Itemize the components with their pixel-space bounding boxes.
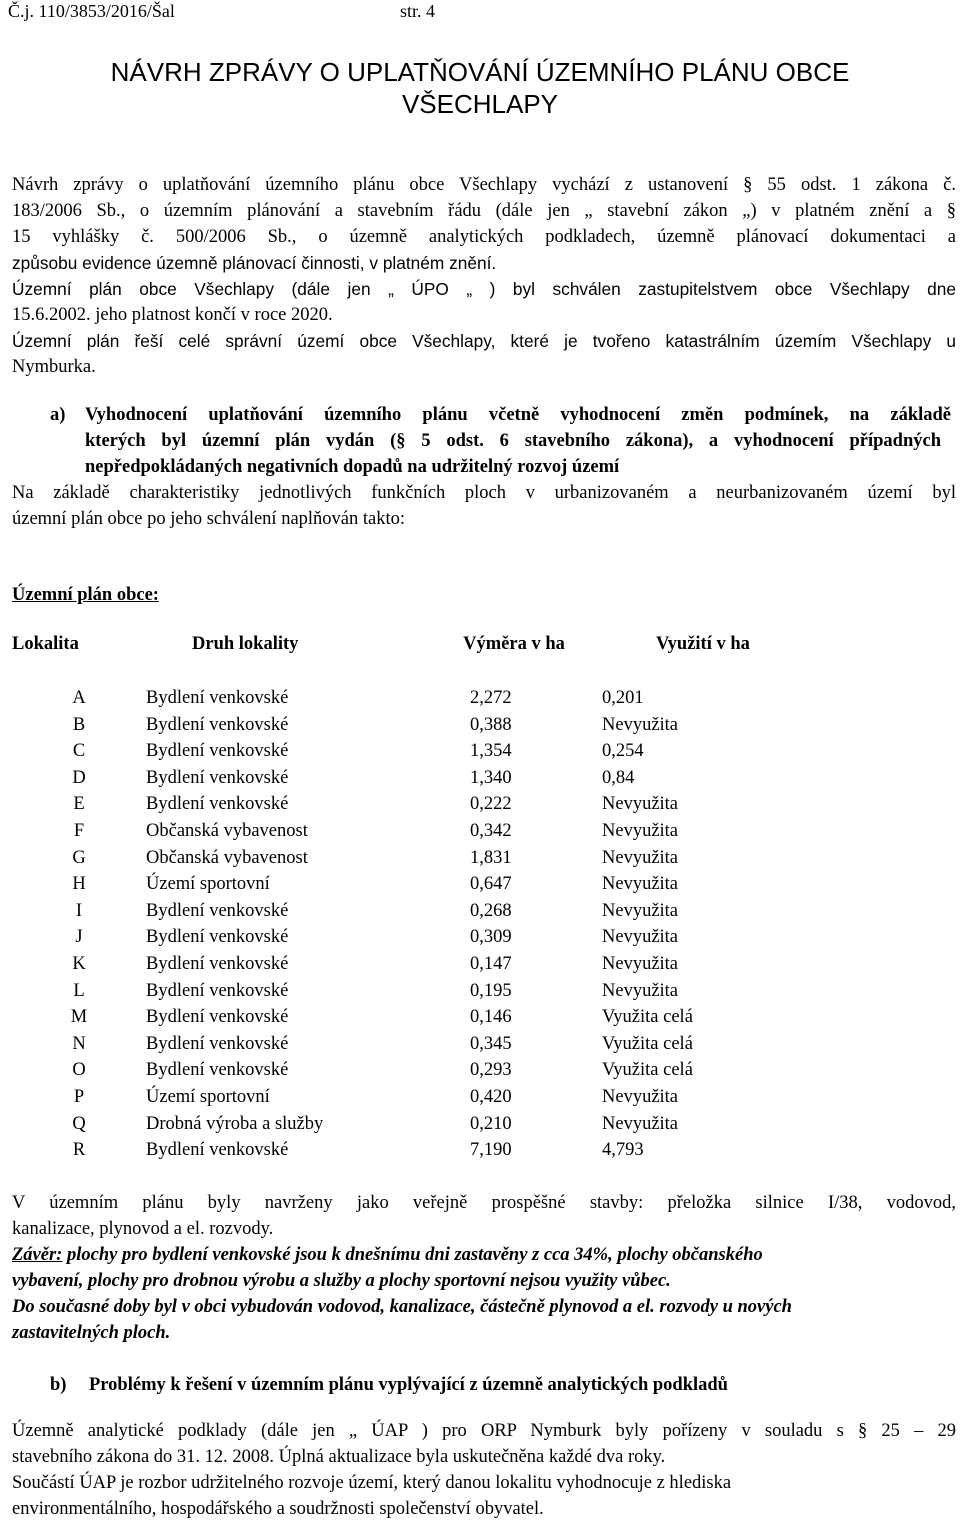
cell-locality: M xyxy=(70,1007,88,1028)
cell-type: Občanská vybavenost xyxy=(146,820,308,841)
locality-table xyxy=(8,632,896,1165)
table-row xyxy=(8,713,896,740)
cell-type: Bydlení venkovské xyxy=(146,741,289,762)
table-row xyxy=(8,766,896,793)
table-row xyxy=(8,739,896,766)
cell-area: 0,420 xyxy=(470,1086,512,1107)
cell-usage: Nevyužita xyxy=(602,900,679,921)
section-b-heading: Problémy k řešení v územním plánu vyplývající z územně analytických podkladů xyxy=(89,1375,728,1395)
public-works-line: kanalizace, plynovod a el. rozvody. xyxy=(12,1219,274,1239)
cell-locality: B xyxy=(72,714,86,735)
cell-usage: 0,254 xyxy=(602,741,644,762)
document-title-line-1: NÁVRH ZPRÁVY O UPLATŇOVÁNÍ ÚZEMNÍHO PLÁNU OBCE xyxy=(110,57,850,87)
cell-area: 1,354 xyxy=(470,741,512,762)
cell-type: Bydlení venkovské xyxy=(146,953,289,974)
conclusion-line: Do současné doby byl v obci vybudován vodovod, kanalizace, částečně plynovod a el. rozvody u nových xyxy=(12,1297,792,1317)
conclusion-line: vybavení, plochy pro drobnou výrobu a služby a plochy sportovní nejsou využity vůbec. xyxy=(12,1271,671,1291)
intro-line: 15 vyhlášky č. 500/2006 Sb., o územně analytických podkladech, územně plánovací dokumentaci a xyxy=(12,227,956,247)
cell-type: Bydlení venkovské xyxy=(146,1060,289,1081)
cell-area: 1,340 xyxy=(470,767,512,788)
cell-area: 7,190 xyxy=(470,1140,512,1161)
table-row xyxy=(8,925,896,952)
cell-type: Bydlení venkovské xyxy=(146,1140,289,1161)
cell-usage: Nevyužita xyxy=(602,980,679,1001)
cell-type: Drobná výroba a služby xyxy=(146,1113,324,1134)
cell-area: 0,268 xyxy=(470,900,512,921)
cell-usage: Nevyužita xyxy=(602,874,679,895)
intro-line: 183/2006 Sb., o územním plánování a stavebním řádu (dále jen „ stavební zákon „) v platném znění a § xyxy=(12,201,956,221)
cell-locality: K xyxy=(72,953,86,974)
cell-area: 0,222 xyxy=(470,794,512,815)
column-header-area: Výměra v ha xyxy=(463,634,565,654)
cell-usage: Nevyužita xyxy=(602,794,679,815)
section-b-text: environmentálního, hospodářského a soudržnosti společenství obyvatel. xyxy=(12,1499,544,1519)
table-row xyxy=(8,952,896,979)
column-header-usage: Využití v ha xyxy=(656,634,750,654)
cell-usage: Využita celá xyxy=(602,1007,693,1028)
cell-usage: Nevyužita xyxy=(602,1086,679,1107)
cell-type: Bydlení venkovské xyxy=(146,980,289,1001)
table-row xyxy=(8,1005,896,1032)
section-a-text: územní plán obce po jeho schválení naplňován takto: xyxy=(12,509,406,529)
intro-line: Návrh zprávy o uplatňování územního plánu obce Všechlapy vychází z ustanovení § 55 odst. 1 zákona č. xyxy=(12,175,956,195)
section-b-text: Územně analytické podklady (dále jen „ ÚAP ) pro ORP Nymburk byly pořízeny v souladu s § 25 – 29 xyxy=(12,1421,956,1441)
cell-area: 0,293 xyxy=(470,1060,512,1081)
cell-locality: A xyxy=(72,688,86,708)
table-row xyxy=(8,1112,896,1139)
cell-usage: Nevyužita xyxy=(602,714,679,735)
cell-locality: R xyxy=(72,1140,86,1161)
cell-usage: 4,793 xyxy=(602,1140,644,1161)
cell-locality: J xyxy=(75,927,83,948)
cell-type: Bydlení venkovské xyxy=(146,900,289,921)
cell-usage: Nevyužita xyxy=(602,1113,679,1134)
cell-type: Občanská vybavenost xyxy=(146,847,308,868)
cell-locality: N xyxy=(72,1033,86,1054)
cell-area: 1,831 xyxy=(470,847,512,868)
cell-area: 0,647 xyxy=(470,874,512,895)
table-row xyxy=(8,792,896,819)
cell-usage: 0,201 xyxy=(602,688,644,708)
cell-type: Bydlení venkovské xyxy=(146,767,289,788)
cell-usage: Nevyužita xyxy=(602,847,679,868)
table-row xyxy=(8,686,896,713)
conclusion-label: Závěr: xyxy=(12,1245,63,1265)
cell-type: Území sportovní xyxy=(146,1086,270,1107)
table-row xyxy=(8,1138,896,1165)
cell-locality: D xyxy=(72,767,86,788)
cell-type: Bydlení venkovské xyxy=(146,794,289,815)
cell-type: Bydlení venkovské xyxy=(146,688,289,708)
intro-line: Územní plán obce Všechlapy (dále jen „ ÚPO „ ) byl schválen zastupitelstvem obce Všechlapy dne xyxy=(12,279,956,299)
table-row xyxy=(8,979,896,1006)
cell-usage: Nevyužita xyxy=(602,927,679,948)
table-row xyxy=(8,1085,896,1112)
cell-usage: Nevyužita xyxy=(602,953,679,974)
intro-line: Nymburka. xyxy=(12,357,96,377)
document-reference: Č.j. 110/3853/2016/Šal xyxy=(8,1,175,21)
cell-area: 0,342 xyxy=(470,820,512,841)
cell-type: Bydlení venkovské xyxy=(146,1033,289,1054)
cell-locality: P xyxy=(73,1086,85,1107)
cell-locality: L xyxy=(73,980,85,1001)
cell-area: 0,195 xyxy=(470,980,512,1001)
section-a-heading-line: kterých byl územní plán vydán (§ 5 odst. 6 stavebního zákona), a vyhodnocení případných xyxy=(85,431,941,451)
document-title-line-2: VŠECHLAPY xyxy=(401,89,559,119)
cell-locality: C xyxy=(72,741,86,762)
conclusion-line xyxy=(12,1244,956,1266)
cell-type: Bydlení venkovské xyxy=(146,927,289,948)
intro-line: způsobu evidence územně plánovací činnosti, v platném znění. xyxy=(12,253,497,273)
cell-area: 0,345 xyxy=(470,1033,512,1054)
section-a-heading-line: Vyhodnocení uplatňování územního plánu včetně vyhodnocení změn podmínek, na základě xyxy=(85,405,951,425)
table-row xyxy=(8,846,896,873)
section-b-marker: b) xyxy=(50,1375,67,1395)
cell-locality: I xyxy=(75,900,83,921)
cell-type: Bydlení venkovské xyxy=(146,714,289,735)
cell-area: 0,388 xyxy=(470,714,512,735)
cell-area: 0,309 xyxy=(470,927,512,948)
column-header-type: Druh lokality xyxy=(192,634,299,654)
cell-area: 2,272 xyxy=(470,688,512,708)
table-row xyxy=(8,1058,896,1085)
cell-locality: E xyxy=(73,794,85,815)
cell-area: 0,146 xyxy=(470,1007,512,1028)
column-header-locality: Lokalita xyxy=(12,634,79,654)
cell-usage: 0,84 xyxy=(602,767,635,788)
cell-area: 0,147 xyxy=(470,953,512,974)
cell-locality: H xyxy=(72,874,86,895)
section-a-heading-line: nepředpokládaných negativních dopadů na udržitelný rozvoj území xyxy=(85,457,620,477)
section-a-marker: a) xyxy=(50,405,66,425)
table-row xyxy=(8,872,896,899)
section-b-text: Součástí ÚAP je rozbor udržitelného rozvoje území, který danou lokalitu vyhodnocuje z hlediska xyxy=(12,1473,732,1493)
page-number: str. 4 xyxy=(400,1,436,21)
public-works-line: V územním plánu byly navrženy jako veřejně prospěšné stavby: přeložka silnice I/38, vodovod, xyxy=(12,1193,956,1213)
cell-locality: Q xyxy=(72,1113,86,1134)
table-row xyxy=(8,899,896,926)
cell-type: Bydlení venkovské xyxy=(146,1007,289,1028)
intro-line: Územní plán řeší celé správní území obce Všechlapy, které je tvořeno katastrálním územím Všechlapy u xyxy=(12,331,956,351)
cell-type: Území sportovní xyxy=(146,874,270,895)
conclusion-line: zastavitelných ploch. xyxy=(12,1323,171,1343)
cell-locality: G xyxy=(72,847,86,868)
plan-heading: Územní plán obce: xyxy=(12,585,159,605)
cell-locality: O xyxy=(72,1060,86,1081)
cell-usage: Nevyužita xyxy=(602,820,679,841)
table-header-row xyxy=(8,632,896,686)
conclusion-text: plochy pro bydlení venkovské jsou k dnešnímu dni zastavěny z cca 34%, plochy občanského xyxy=(62,1245,763,1265)
section-b-text: stavebního zákona do 31. 12. 2008. Úplná aktualizace byla uskutečněna každé dva roky. xyxy=(12,1447,666,1467)
cell-area: 0,210 xyxy=(470,1113,512,1134)
intro-line: 15.6.2002. jeho platnost končí v roce 2020. xyxy=(12,305,333,325)
section-a-text: Na základě charakteristiky jednotlivých funkčních ploch v urbanizovaném a neurbanizovaném území byl xyxy=(12,483,956,503)
cell-locality: F xyxy=(73,820,85,841)
table-row xyxy=(8,1032,896,1059)
table-row xyxy=(8,819,896,846)
cell-usage: Využita celá xyxy=(602,1060,693,1081)
cell-usage: Využita celá xyxy=(602,1033,693,1054)
